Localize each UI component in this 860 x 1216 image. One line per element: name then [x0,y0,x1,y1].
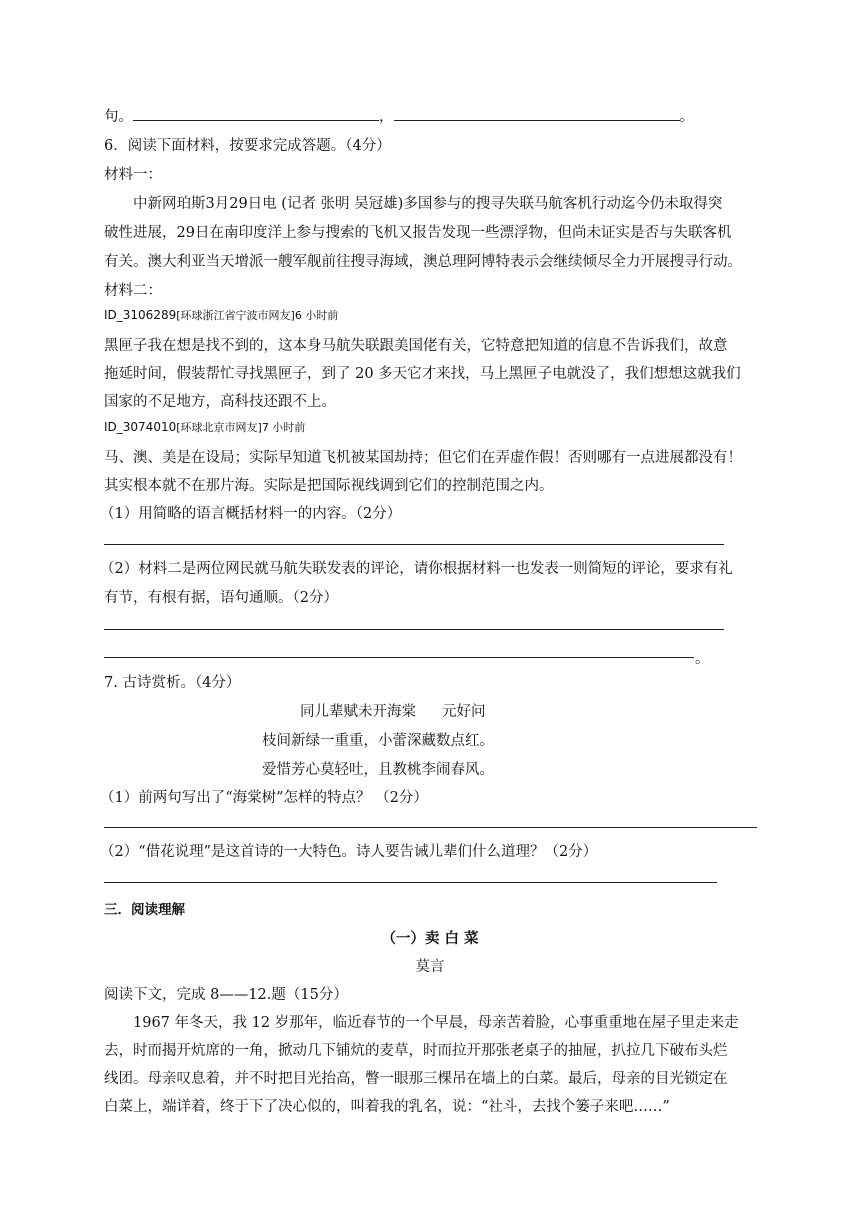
passage-title: （一）卖 白 菜 [381,930,479,947]
passage-line: 去，时而揭开炕席的一角，掀动几下铺炕的麦草，时而拉开那张老桌子的抽屉，扒拉几下破布头烂 [104,1043,728,1059]
q7-title: 7. 古诗赏析。（4分） [104,675,241,691]
comment-two-line: 马、澳、美是在设局；实际早知道飞机被某国劫持；但它们在弄虚作假！否则哪有一点进展都没有！ [104,450,742,466]
reading-instruction: 阅读下文，完成 8——12.题（15分） [104,987,348,1003]
q6-sub-question-2-line: （2）材料二是两位网民就马航失联发表的评论，请你根据材料一也发表一则简短的评论，要求有礼 [100,561,733,577]
q5-answer-line [104,105,694,126]
q7-sub-question-1: （1）前两句写出了“海棠树”怎样的特点？ （2分） [100,790,428,806]
answer-blank[interactable] [394,108,680,121]
comment-two-meta: [环球北京市网友]7 小时前 [176,421,306,434]
q5-end: 。 [679,109,694,125]
material-one-line: 破性进展，29日在南印度洋上参与搜索的飞机又报告发现一些漂浮物，但尚未证实是否与失联客机 [104,225,732,241]
answer-line[interactable] [104,827,757,828]
comment-one-line: 黑匣子我在想是找不到的，这本身马航失联跟美国佬有关，它特意把知道的信息不告诉我们，故意 [104,338,728,354]
poem-heading [300,700,486,721]
comment-one-line: 拖延时间，假装帮忙寻找黑匣子，到了 20 多天它才来找，马上黑匣子电就没了，我们想想这就我们 [104,366,741,382]
comment-one-meta: [环球浙江省宁波市网友]6 小时前 [176,309,339,322]
comment-two-line: 其实根本就不在那片海。实际是把国际视线调到它们的控制范围之内。 [104,478,554,494]
comment-two-header [104,419,305,435]
comment-one-header [104,307,338,323]
answer-line[interactable] [104,882,717,883]
answer-line[interactable] [104,657,694,658]
passage-line: 白菜上，端详着，终于下了决心似的，叫着我的乳名，说：“社斗，去找个篓子来吧……” [104,1099,670,1115]
q5-line-start: 句。 [104,109,133,125]
comment-two-id: ID_3074010 [104,420,177,434]
poem-line: 爱惜芳心莫轻吐，且教桃李闹春风。 [262,762,494,778]
poem-title: 同儿辈赋未开海棠 [300,704,416,720]
section-heading: 三．阅读理解 [104,902,185,918]
answer-line[interactable] [104,629,724,630]
q6-sub-question-2-line: 有节，有根有据，语句通顺。（2分） [104,590,338,606]
answer-blank[interactable] [133,108,379,121]
material-one-label: 材料一： [104,167,162,183]
material-one-line: 有关。澳大利亚当天增派一艘军舰前往搜寻海域，澳总理阿博特表示会继续倾尽全力开展搜寻行动。 [104,254,742,270]
q5-comma: ， [379,109,394,125]
q6-title: 6．阅读下面材料，按要求完成答题。（4分） [104,138,391,154]
q6-sub-question-1: （1）用简略的语言概括材料一的内容。（2分） [100,506,402,522]
passage-line: 1967 年冬天，我 12 岁那年，临近春节的一个早晨，母亲苦着脸，心事重重地在屋子里走来走 [133,1015,739,1031]
material-two-label: 材料二： [104,283,162,299]
passage-author: 莫言 [415,959,445,975]
answer-line[interactable] [104,544,724,545]
poem-author: 元好问 [442,704,486,720]
material-one-line: 中新网珀斯3月29日电 (记者 张明 吴冠雄)多国参与的搜寻失联马航客机行动迄今仍未取得突 [133,196,723,212]
answer-end-mark: 。 [695,651,710,667]
comment-one-line: 国家的不足地方，高科技还跟不上。 [104,394,336,410]
comment-one-id: ID_3106289 [104,308,177,322]
q7-sub-question-2: （2）“借花说理”是这首诗的一大特色。诗人要告诫儿辈们什么道理？（2分） [100,844,598,860]
passage-line: 线团。母亲叹息着，并不时把目光抬高，瞥一眼那三棵吊在墙上的白菜。最后，母亲的目光锁定在 [104,1071,728,1087]
poem-line: 枝间新绿一重重，小蕾深藏数点红。 [262,733,494,749]
